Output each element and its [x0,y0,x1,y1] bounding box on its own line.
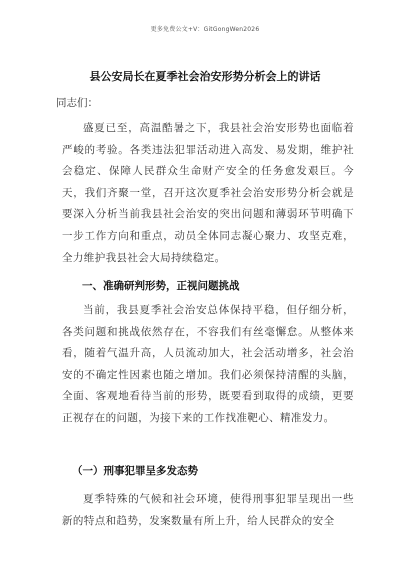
section-paragraph: 当前，我县夏季社会治安总体保持平稳，但仔细分析，各类问题和挑战依然存在，不容我们有丝毫懈怠。从整体来看，随着气温升高，人员流动加大，社会活动增多，社会治安的不确定性因素也随之增加。我们必须保持清醒的头脑，全面、客观地看待当前的形势，既要看到取得的成绩，更要正视存在的问题，为接下来的工作找准靶心、精准发力。 [62,304,354,424]
document-title: 县公安局长在夏季社会治安形势分析会上的讲话 [89,70,321,83]
subsection-paragraph: 夏季特殊的气候和社会环境，使得刑事犯罪呈现出一些新的特点和趋势，发案数量有所上升，给人民群众的安全 [62,493,354,527]
intro-paragraph: 盛夏已至，高温酷暑之下，我县社会治安形势也面临着严峻的考验。各类违法犯罪活动进入高发、易发期，维护社会稳定、保障人民群众生命财产安全的任务愈发艰巨。今天，我们齐聚一堂，召开这次夏季社会治安形势分析会就是要深入分析当前我县社会治安的突出问题和薄弱环节明确下一步工作方向和重点，动员全体同志凝心聚力、攻坚克难，全力维护我县社会大局持续稳定。 [62,122,354,264]
salutation: 同志们： [56,97,98,109]
subsection-heading: （一）刑事犯罪呈多发态势 [72,465,198,477]
header-note: 更多免费公文+V：GitGongWen2026 [150,26,260,33]
section-heading: 一、准确研判形势，正视问题挑战 [82,280,240,292]
